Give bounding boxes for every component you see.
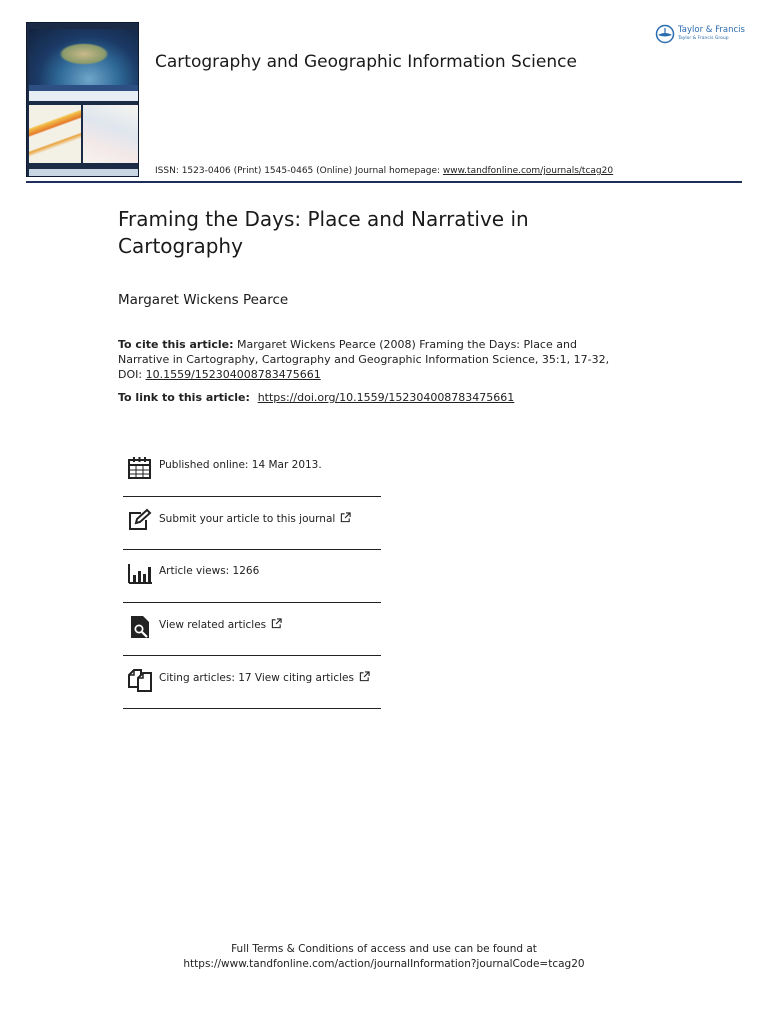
search-document-icon: [127, 614, 153, 640]
issn-text: ISSN: 1523-0406 (Print) 1545-0465 (Online) Journal homepage:: [155, 166, 443, 176]
cover-globe-graphic: [29, 29, 138, 85]
terms-footer: [0, 942, 768, 972]
external-link-icon: [359, 671, 370, 682]
terms-url-link[interactable]: https://www.tandfonline.com/action/journalInformation?journalCode=tcag20: [183, 958, 585, 970]
cover-footer-band: [29, 169, 138, 176]
info-item-citing[interactable]: [123, 656, 381, 709]
bar-chart-icon: [127, 561, 153, 587]
terms-text: Full Terms & Conditions of access and use can be found at: [231, 943, 537, 955]
calendar-icon: [127, 455, 153, 481]
related-articles-text: View related articles: [159, 619, 267, 631]
journal-title: Cartography and Geographic Information Science: [155, 52, 577, 72]
info-item-views: [123, 550, 381, 603]
publisher-emblem-icon: [655, 24, 675, 44]
journal-homepage-link[interactable]: www.tandfonline.com/journals/tcag20: [442, 166, 614, 176]
info-item-submit[interactable]: [123, 497, 381, 550]
cover-map-left: [29, 105, 81, 163]
article-info-list: [123, 444, 381, 709]
external-link-icon: [340, 512, 351, 523]
related-articles-link[interactable]: [159, 618, 282, 631]
article-author: Margaret Wickens Pearce: [118, 292, 289, 308]
article-title: Framing the Days: Place and Narrative in Cartography: [118, 207, 529, 258]
edit-icon: [127, 508, 153, 534]
citation-block: [118, 337, 630, 382]
citation-text: Margaret Wickens Pearce (2008) Framing the Days: Place and Narrative in Cartography, Cartography and Geographic Information Science, 35:1, 17-32, DOI:: [118, 338, 610, 381]
external-link-icon: [271, 618, 282, 629]
citing-articles-link[interactable]: [159, 671, 370, 684]
cover-issue-bar: [29, 91, 138, 101]
submit-article-text: Submit your article to this journal: [159, 513, 336, 525]
article-views-text: Article views: 1266: [159, 565, 260, 577]
cover-map-right: [83, 105, 138, 163]
copy-documents-icon: [127, 667, 153, 693]
info-item-related[interactable]: [123, 603, 381, 656]
issn-line: [155, 166, 613, 176]
article-doi-link[interactable]: https://doi.org/10.1559/152304008783475661: [257, 391, 515, 404]
journal-cover-image: [26, 22, 139, 177]
citation-doi-link[interactable]: 10.1559/152304008783475661: [145, 368, 321, 381]
article-link-line: [118, 391, 514, 404]
submit-article-link[interactable]: [159, 512, 351, 525]
header-divider: [26, 181, 742, 183]
publisher-logo[interactable]: [653, 22, 749, 46]
info-item-published: [123, 444, 381, 497]
publisher-name: Taylor & Francis: [678, 25, 745, 35]
article-link-label: To link to this article:: [118, 391, 254, 404]
published-online-text: Published online: 14 Mar 2013.: [159, 459, 322, 471]
publisher-subtitle: Taylor & Francis Group: [678, 36, 729, 41]
citation-label: To cite this article:: [118, 338, 234, 351]
citing-articles-text: Citing articles: 17 View citing articles: [159, 672, 354, 684]
